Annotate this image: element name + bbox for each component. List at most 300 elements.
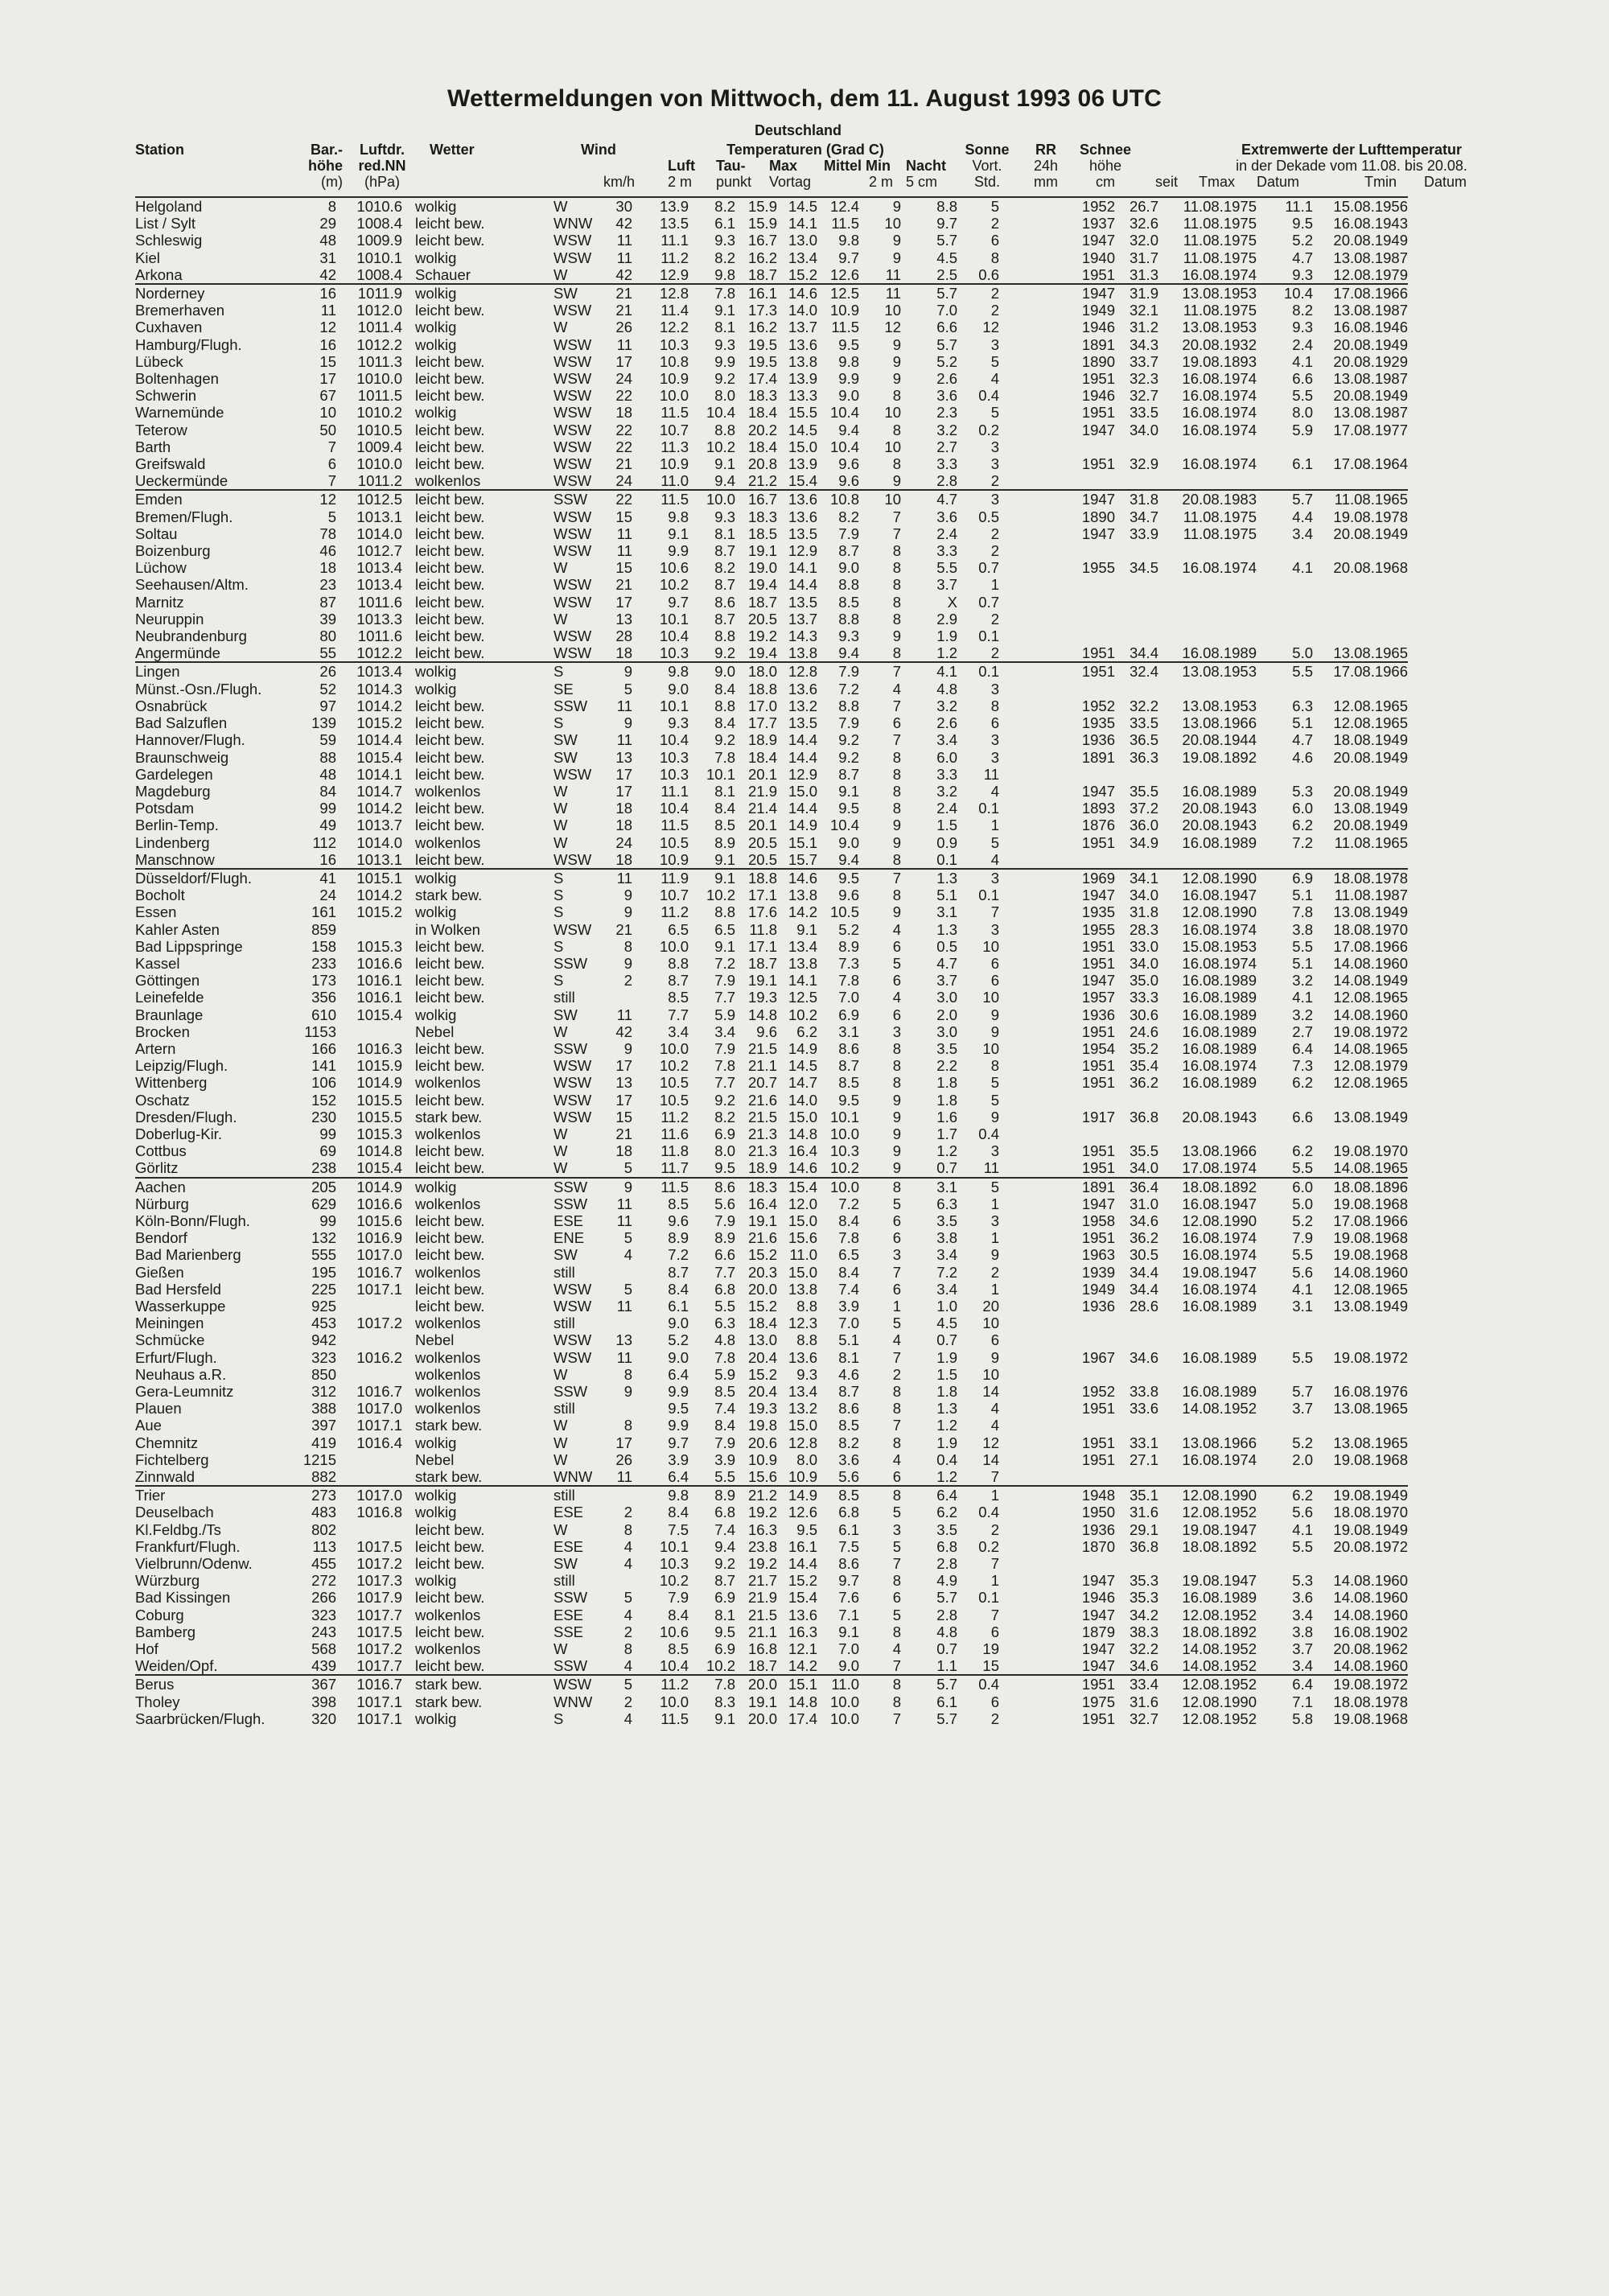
cell-tmax-datum: 16.08.1974	[1182, 1280, 1257, 1298]
cell-seit: 1951	[1081, 1710, 1115, 1727]
cell-bar-hoehe: 802	[311, 1520, 336, 1538]
cell-bar-hoehe: 17	[319, 370, 336, 388]
cell-tmax: 26.7	[1115, 197, 1158, 215]
cell-nacht-5cm: 9	[892, 232, 901, 249]
cell-tmin-datum	[1313, 611, 1408, 627]
cell-tmax-datum: 16.08.1989	[1182, 644, 1257, 662]
cell-sonne-std: 4.9	[936, 1572, 957, 1590]
cell-tmax-datum: 16.08.1974	[1182, 387, 1257, 405]
cell-seit: 1969	[1057, 869, 1115, 887]
cell-station: Münst.-Osn./Flugh.	[135, 680, 262, 697]
cell-tmin-datum: 13.08.1965	[1333, 1400, 1408, 1418]
cell-max-vortag: 15.9	[747, 215, 777, 232]
cell-bar-hoehe: 139	[311, 714, 336, 732]
cell-wind-speed: 22	[597, 490, 647, 508]
cell-min: 9.6	[838, 455, 859, 473]
cell-luftdruck: 1008.4	[356, 215, 402, 232]
cell-tmax-datum: 13.08.1953	[1182, 319, 1257, 336]
cell-station: Essen	[135, 903, 177, 921]
cell-sonne-std: 3.4	[936, 1280, 957, 1298]
cell-tmin: 11.1	[1257, 197, 1313, 215]
cell-mittel: 12.3	[788, 1315, 817, 1332]
cell-tmax: 30.6	[1129, 1006, 1158, 1023]
cell-mittel: 14.4	[788, 1555, 817, 1573]
cell-wetter: wolkig	[415, 335, 457, 353]
cell-min: 9.0	[838, 833, 859, 851]
cell-nacht-5cm: 9	[892, 1125, 901, 1142]
cell-station: Neubrandenburg	[135, 627, 247, 645]
cell-rr-24h: 2	[990, 302, 999, 319]
cell-nacht-5cm: 4	[892, 989, 901, 1006]
cell-wind-speed: 13	[615, 610, 632, 627]
cell-wind-speed: 18	[615, 817, 632, 834]
table-row	[135, 887, 1408, 903]
cell-seit: 1951	[1081, 644, 1115, 662]
cell-taupunkt: 9.4	[714, 1537, 735, 1555]
cell-sonne-std: 2.0	[936, 1006, 957, 1023]
cell-rr-24h: 9	[990, 1023, 999, 1040]
cell-schneehoehe	[999, 1693, 1057, 1710]
cell-station: Lindenberg	[135, 833, 210, 851]
cell-wind-speed: 15	[615, 559, 632, 577]
cell-tmin-datum: 17.08.1966	[1313, 662, 1408, 680]
cell-tmin: 4.4	[1292, 508, 1313, 525]
cell-min: 7.0	[838, 1315, 859, 1332]
cell-sonne-std: 8.8	[901, 197, 957, 215]
cell-tmin: 9.5	[1292, 215, 1313, 232]
cell-tmax: 31.8	[1115, 490, 1158, 508]
cell-taupunkt: 8.2	[714, 1108, 735, 1125]
cell-nacht-5cm: 8	[892, 782, 901, 800]
cell-min: 10.4	[829, 404, 859, 422]
cell-tmin	[1257, 1468, 1313, 1486]
cell-temp-luft: 10.2	[659, 1057, 689, 1075]
cell-schneehoehe	[999, 1657, 1057, 1675]
cell-tmin: 5.8	[1292, 1710, 1313, 1727]
cell-temp-luft: 9.8	[647, 662, 689, 680]
cell-min: 8.8	[838, 697, 859, 714]
cell-nacht-5cm: 8	[892, 1434, 901, 1451]
cell-luftdruck: 1017.9	[356, 1589, 402, 1607]
cell-wetter: wolkenlos	[415, 1315, 481, 1332]
cell-min: 9.8	[838, 232, 859, 249]
cell-temp-luft: 7.9	[668, 1589, 689, 1607]
cell-max-vortag: 21.9	[747, 782, 777, 800]
table-row	[135, 197, 1408, 215]
cell-tmax-datum	[1158, 1125, 1257, 1142]
cell-rr-24h: 5	[990, 352, 999, 370]
cell-bar-hoehe: 26	[294, 662, 336, 680]
cell-max-vortag: 21.9	[747, 1589, 777, 1607]
cell-nacht-5cm: 10	[884, 302, 901, 319]
cell-taupunkt: 9.3	[714, 508, 735, 525]
cell-temp-luft: 10.9	[659, 850, 689, 868]
cell-sonne-std: 3.6	[936, 387, 957, 405]
cell-tmax	[1115, 1417, 1158, 1434]
table-row	[135, 766, 1408, 783]
cell-bar-hoehe: 67	[319, 387, 336, 405]
cell-mittel: 15.7	[788, 850, 817, 868]
cell-seit: 1951	[1081, 1229, 1115, 1247]
cell-wind-speed: 9	[597, 662, 647, 680]
cell-min: 9.5	[817, 869, 859, 887]
table-row	[135, 869, 1408, 887]
cell-wind-speed: 9	[623, 1039, 632, 1057]
cell-max-vortag: 21.5	[747, 1039, 777, 1057]
cell-tmax-datum	[1158, 611, 1257, 627]
cell-station: Barth	[135, 438, 171, 455]
cell-wind-dir: WSW	[553, 387, 592, 405]
cell-nacht-5cm: 6	[892, 1006, 901, 1023]
cell-station: Bendorf	[135, 1229, 187, 1247]
cell-tmax-datum: 13.08.1953	[1158, 662, 1257, 680]
cell-min: 10.3	[829, 1142, 859, 1160]
cell-tmin: 4.1	[1292, 352, 1313, 370]
cell-nacht-5cm: 8	[892, 542, 901, 560]
cell-mittel: 12.8	[777, 662, 817, 680]
cell-tmax-datum: 16.08.1974	[1182, 1057, 1257, 1075]
cell-nacht-5cm: 6	[892, 714, 901, 732]
cell-tmax-datum: 13.08.1966	[1182, 1142, 1257, 1160]
cell-temp-luft: 12.2	[659, 319, 689, 336]
cell-schneehoehe	[999, 989, 1057, 1006]
cell-seit: 1947	[1081, 972, 1115, 990]
cell-tmin-datum: 14.08.1960	[1333, 1589, 1408, 1607]
cell-tmax	[1115, 576, 1158, 593]
cell-tmin: 6.6	[1292, 370, 1313, 388]
cell-station: Ueckermünde	[135, 472, 228, 490]
header-region: Deutschland	[754, 122, 842, 138]
cell-schneehoehe	[999, 266, 1057, 284]
cell-sonne-std: 3.5	[936, 1212, 957, 1229]
cell-luftdruck: 1016.4	[356, 1434, 402, 1451]
cell-max-vortag: 16.1	[735, 284, 777, 302]
cell-nacht-5cm: 1	[892, 1298, 901, 1315]
cell-wetter: wolkenlos	[415, 1125, 481, 1142]
cell-wetter: leicht bew.	[415, 525, 485, 542]
cell-bar-hoehe: 18	[319, 559, 336, 577]
cell-station: Neuhaus a.R.	[135, 1365, 227, 1383]
cell-schneehoehe	[999, 834, 1057, 851]
cell-max-vortag: 21.1	[747, 1623, 777, 1640]
cell-nacht-5cm: 5	[892, 1504, 901, 1521]
cell-max-vortag: 9.6	[756, 1023, 777, 1040]
cell-schneehoehe	[999, 472, 1057, 490]
cell-station: Bremerhaven	[135, 302, 225, 319]
cell-tmin-datum: 13.08.1949	[1333, 1108, 1408, 1125]
cell-wetter: leicht bew.	[415, 1623, 485, 1640]
cell-tmax-datum: 16.08.1989	[1182, 1348, 1257, 1366]
cell-tmin-datum: 14.08.1965	[1333, 1159, 1408, 1177]
cell-min: 7.9	[838, 525, 859, 542]
cell-wind-speed: 8	[623, 1640, 632, 1658]
cell-tmax-datum: 16.08.1974	[1182, 1450, 1257, 1468]
cell-tmin: 6.2	[1292, 1074, 1313, 1092]
cell-tmin-datum: 19.08.1972	[1313, 1675, 1408, 1693]
cell-bar-hoehe: 230	[311, 1108, 336, 1125]
cell-wetter: stark bew.	[415, 1693, 483, 1710]
cell-tmax-datum: 14.08.1952	[1182, 1640, 1257, 1658]
cell-tmax	[1115, 1366, 1158, 1383]
cell-tmax-datum: 12.08.1990	[1158, 869, 1257, 887]
cell-nacht-5cm: 6	[892, 937, 901, 955]
cell-nacht-5cm: 7	[859, 662, 901, 680]
cell-schneehoehe	[999, 215, 1057, 232]
cell-tmax: 31.0	[1129, 1195, 1158, 1212]
cell-mittel: 16.3	[788, 1623, 817, 1640]
header-temperaturen: Temperaturen (Grad C)	[726, 142, 884, 158]
cell-bar-hoehe: 112	[312, 833, 336, 851]
cell-tmin-datum: 14.08.1960	[1333, 1572, 1408, 1590]
cell-wind-dir: SW	[553, 1555, 578, 1573]
cell-temp-luft: 10.9	[659, 370, 689, 388]
cell-max-vortag: 15.2	[747, 1298, 777, 1315]
cell-taupunkt: 8.4	[714, 714, 735, 732]
cell-station: Erfurt/Flugh.	[135, 1348, 217, 1366]
cell-wind-speed: 17	[615, 1091, 632, 1109]
table-row	[135, 1040, 1408, 1057]
cell-seit: 1951	[1081, 1057, 1115, 1075]
cell-temp-luft: 8.4	[668, 1606, 689, 1623]
cell-max-vortag: 18.4	[747, 438, 777, 455]
cell-tmax: 32.7	[1129, 1710, 1158, 1727]
cell-min: 10.9	[829, 302, 859, 319]
cell-seit: 1957	[1081, 989, 1115, 1006]
cell-temp-luft: 8.7	[668, 972, 689, 990]
cell-max-vortag: 19.4	[747, 576, 777, 594]
cell-station: Bad Kissingen	[135, 1589, 231, 1607]
cell-bar-hoehe: 166	[311, 1039, 336, 1057]
cell-taupunkt: 8.5	[714, 1383, 735, 1401]
cell-tmin-datum: 13.08.1965	[1333, 644, 1408, 662]
cell-tmin-datum: 17.08.1964	[1333, 455, 1408, 473]
table-row	[135, 938, 1408, 955]
header-extremwerte: Extremwerte der Lufttemperatur in der Dekade vom 11.08. bis 20.08.	[1236, 142, 1467, 174]
cell-wind-dir: SSW	[553, 954, 588, 972]
cell-tmax: 35.3	[1129, 1589, 1158, 1607]
cell-station: Kahler Asten	[135, 920, 220, 938]
cell-max-vortag: 17.1	[747, 887, 777, 904]
cell-bar-hoehe: 8	[294, 197, 336, 215]
cell-temp-luft: 9.0	[668, 1348, 689, 1366]
cell-min: 8.2	[838, 1434, 859, 1451]
table-row	[135, 1693, 1408, 1710]
cell-station: Deuselbach	[135, 1504, 214, 1521]
cell-seit: 1870	[1081, 1537, 1115, 1555]
cell-tmin-datum: 12.08.1979	[1333, 1057, 1408, 1075]
cell-wind-dir: W	[553, 319, 568, 336]
cell-sonne-std: 5.1	[936, 887, 957, 904]
header-wetter: Wetter	[430, 142, 475, 158]
cell-luftdruck: 1010.0	[356, 455, 402, 473]
cell-station: Arkona	[135, 265, 183, 283]
table-row	[135, 611, 1408, 627]
cell-temp-luft: 10.0	[659, 1693, 689, 1710]
cell-wind-dir: ESE	[553, 1212, 584, 1229]
cell-tmax-datum: 13.08.1953	[1182, 697, 1257, 714]
cell-station: Potsdam	[135, 800, 195, 817]
cell-nacht-5cm: 8	[892, 1057, 901, 1075]
cell-max-vortag: 21.7	[747, 1572, 777, 1590]
cell-tmax-datum: 16.08.1989	[1182, 989, 1257, 1006]
cell-station: Osnabrück	[135, 697, 208, 714]
cell-sonne-std: 1.8	[936, 1383, 957, 1401]
cell-tmin: 2.7	[1292, 1023, 1313, 1040]
cell-tmax-datum: 16.08.1974	[1182, 421, 1257, 438]
cell-tmin	[1257, 1125, 1313, 1142]
header-max: Max Vortag	[769, 158, 812, 190]
cell-tmax: 35.1	[1115, 1486, 1158, 1504]
cell-bar-hoehe: 59	[319, 731, 336, 749]
cell-taupunkt: 9.2	[714, 731, 735, 749]
cell-wetter: wolkig	[415, 1504, 457, 1521]
cell-nacht-5cm: 9	[892, 370, 901, 388]
cell-temp-luft: 11.5	[647, 490, 689, 508]
cell-min: 8.5	[838, 1417, 859, 1434]
cell-temp-luft: 3.4	[668, 1023, 689, 1040]
cell-wind-speed: 42	[615, 1023, 632, 1040]
cell-seit: 1947	[1081, 1572, 1115, 1590]
cell-schneehoehe	[999, 508, 1057, 525]
cell-wind-dir: WSW	[553, 508, 592, 525]
cell-temp-luft: 11.7	[660, 1159, 689, 1177]
cell-tmax-datum: 19.08.1947	[1182, 1263, 1257, 1281]
cell-schneehoehe	[999, 766, 1057, 783]
cell-rr-24h: 3	[957, 490, 999, 508]
cell-wind-speed: 17	[615, 765, 632, 783]
cell-wind-speed: 5	[623, 1589, 632, 1607]
cell-nacht-5cm: 6	[892, 1589, 901, 1607]
cell-tmax-datum: 12.08.1990	[1182, 903, 1257, 921]
table-row	[135, 508, 1408, 525]
cell-schneehoehe	[999, 302, 1057, 319]
cell-tmin-datum: 16.08.1976	[1333, 1383, 1408, 1401]
table-row	[135, 422, 1408, 438]
cell-tmax: 36.8	[1129, 1108, 1158, 1125]
cell-tmax-datum: 11.08.1975	[1183, 508, 1257, 525]
cell-bar-hoehe: 158	[311, 937, 336, 955]
table-row	[135, 284, 1408, 302]
cell-sonne-std: 1.2	[936, 644, 957, 662]
cell-sonne-std: 0.9	[936, 833, 957, 851]
cell-wetter: leicht bew.	[415, 954, 485, 972]
cell-mittel: 9.3	[796, 1365, 817, 1383]
cell-bar-hoehe: 23	[319, 576, 336, 594]
cell-nacht-5cm: 8	[892, 1623, 901, 1640]
table-row	[135, 1657, 1408, 1675]
cell-tmax-datum: 16.08.1974	[1182, 370, 1257, 388]
cell-seit	[1057, 1555, 1115, 1572]
cell-max-vortag: 17.0	[747, 697, 777, 714]
cell-luftdruck: 1013.4	[336, 662, 415, 680]
cell-tmax: 35.0	[1129, 972, 1158, 990]
cell-mittel: 12.8	[788, 1434, 817, 1451]
cell-rr-24h: 7	[990, 1606, 999, 1623]
cell-seit: 1936	[1081, 1006, 1115, 1023]
cell-max-vortag: 19.1	[747, 1212, 777, 1229]
cell-nacht-5cm: 6	[892, 1229, 901, 1247]
header-ext-tmin: Tmin	[1364, 174, 1397, 190]
cell-seit: 1950	[1081, 1504, 1115, 1521]
table-row	[135, 438, 1408, 455]
cell-tmin-datum: 13.08.1949	[1333, 1298, 1408, 1315]
table-row	[135, 989, 1408, 1006]
cell-luftdruck: 1017.5	[356, 1537, 402, 1555]
cell-station: Chemnitz	[135, 1434, 199, 1451]
cell-seit: 1890	[1081, 508, 1115, 525]
cell-sonne-std: 1.8	[936, 1091, 957, 1109]
cell-station: Gera-Leumnitz	[135, 1383, 234, 1401]
cell-tmax: 31.6	[1129, 1693, 1158, 1710]
cell-tmax-datum: 12.08.1952	[1182, 1504, 1257, 1521]
cell-mittel: 13.4	[788, 1383, 817, 1401]
cell-nacht-5cm: 7	[892, 1263, 901, 1281]
cell-max-vortag: 21.4	[747, 800, 777, 817]
cell-wetter: leicht bew.	[415, 1159, 485, 1177]
cell-rr-24h: 0.4	[957, 1675, 999, 1693]
cell-bar-hoehe: 39	[319, 610, 336, 627]
cell-mittel: 13.6	[788, 335, 817, 353]
cell-wind-speed: 9	[623, 887, 632, 904]
cell-schneehoehe	[999, 594, 1057, 611]
cell-wind-dir: WSW	[553, 438, 592, 455]
cell-wind-dir: WSW	[553, 1091, 592, 1109]
cell-nacht-5cm: 3	[892, 1520, 901, 1538]
cell-wind-dir: ESE	[553, 1606, 584, 1623]
cell-schneehoehe	[999, 1434, 1057, 1451]
cell-wind-speed: 21	[615, 1125, 632, 1142]
cell-wind-dir: SSW	[553, 1195, 588, 1212]
cell-tmin-datum: 12.08.1965	[1333, 1074, 1408, 1092]
cell-seit	[1057, 576, 1115, 593]
cell-rr-24h: 6	[990, 1693, 999, 1710]
cell-schneehoehe	[999, 1504, 1057, 1520]
cell-station: Lüchow	[135, 559, 187, 577]
cell-tmin-datum: 16.08.1946	[1333, 319, 1408, 336]
cell-tmax	[1115, 594, 1158, 611]
cell-tmin: 6.2	[1292, 1142, 1313, 1160]
cell-temp-luft: 8.7	[668, 1263, 689, 1281]
cell-station: Nürburg	[135, 1195, 189, 1212]
cell-seit	[1057, 438, 1115, 455]
cell-luftdruck: 1015.4	[356, 748, 402, 766]
cell-bar-hoehe: 398	[311, 1693, 336, 1710]
cell-nacht-5cm: 12	[884, 319, 901, 336]
cell-max-vortag: 19.4	[747, 644, 777, 662]
cell-sonne-std: 0.7	[936, 1159, 957, 1177]
cell-nacht-5cm: 9	[892, 472, 901, 490]
cell-tmax-datum: 16.08.1947	[1182, 887, 1257, 904]
cell-wind-speed: 21	[615, 455, 632, 473]
cell-mittel: 13.8	[788, 352, 817, 370]
cell-wind-dir: W	[553, 1640, 568, 1658]
cell-wetter: wolkig	[415, 197, 553, 215]
cell-wetter: leicht bew.	[415, 972, 485, 990]
cell-taupunkt: 8.6	[689, 1178, 735, 1195]
cell-max-vortag: 17.7	[747, 714, 777, 732]
cell-rr-24h: 6	[990, 1331, 999, 1349]
cell-taupunkt: 8.2	[714, 249, 735, 266]
cell-wetter: leicht bew.	[415, 387, 485, 405]
cell-seit: 1951	[1081, 1023, 1115, 1040]
cell-temp-luft: 9.8	[668, 508, 689, 525]
cell-schneehoehe	[999, 1040, 1057, 1057]
cell-luftdruck: 1009.9	[356, 232, 402, 249]
cell-temp-luft: 10.1	[659, 1537, 689, 1555]
cell-sonne-std: X	[947, 593, 957, 611]
cell-luftdruck: 1017.0	[356, 1400, 402, 1418]
cell-rr-24h: 14	[982, 1383, 999, 1401]
